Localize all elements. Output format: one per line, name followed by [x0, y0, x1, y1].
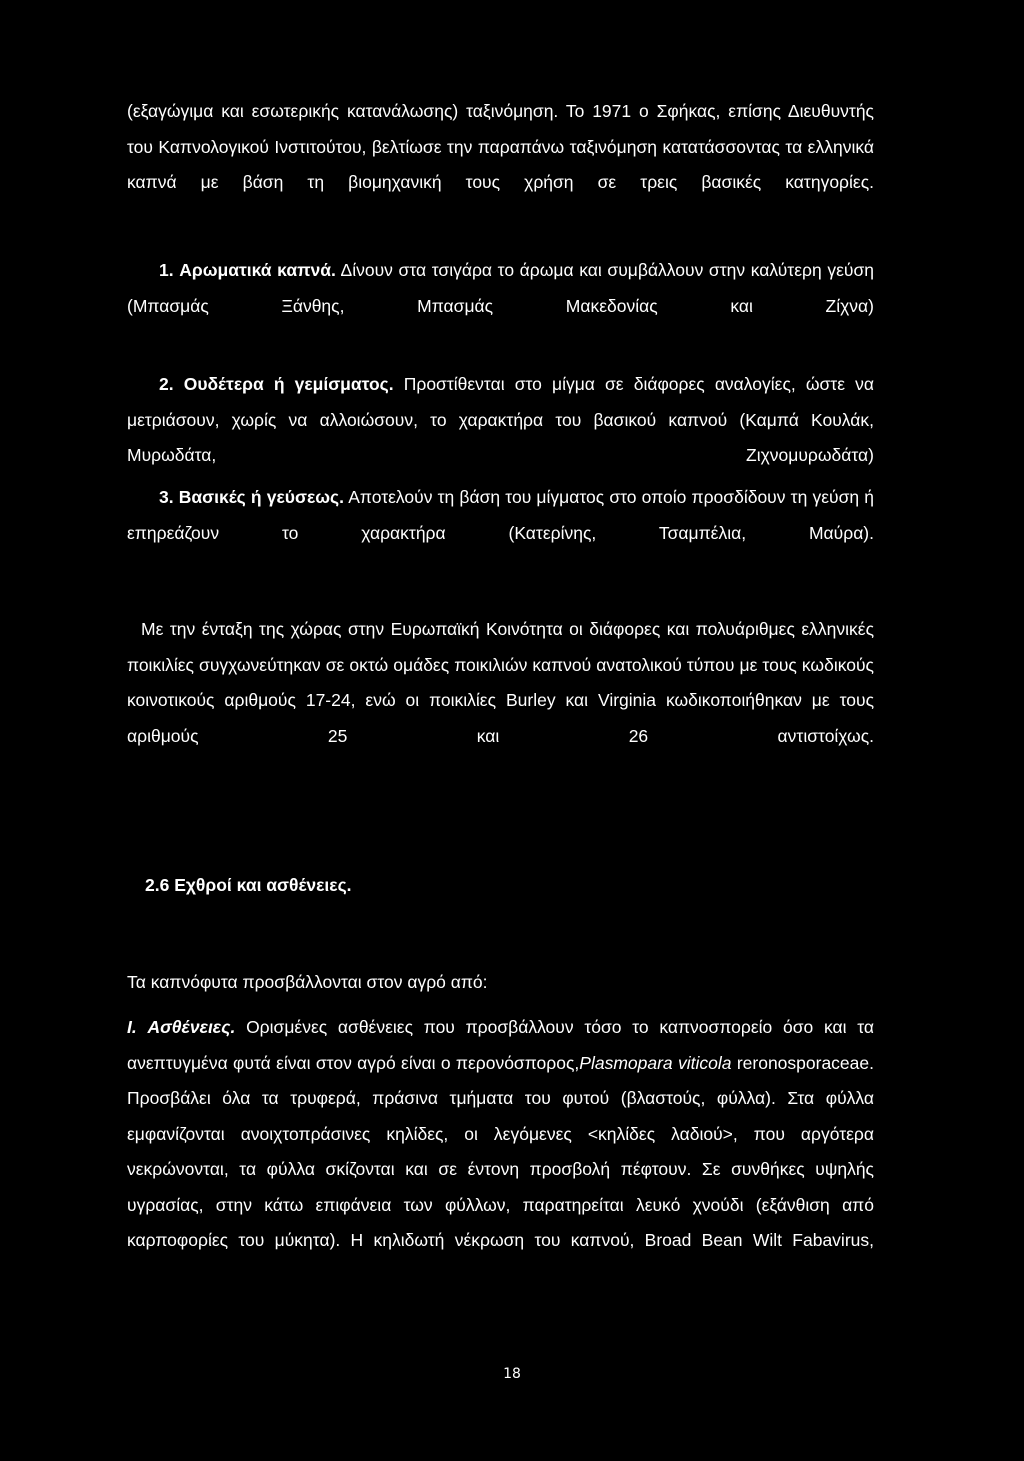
diseases-species: Plasmopara viticola — [579, 1052, 732, 1073]
list-item-1-number: 1. — [159, 260, 174, 280]
intro-paragraph: (εξαγώγιμα και εσωτερικής κατανάλωσης) ταξινόμηση. Το 1971 ο Σφήκας, επίσης Διευθυντής του Καπνολογικού Ινστιτούτου, βελτίωσε την παραπάνω ταξινόμηση κατατάσσοντας τα ελληνικά καπνά με βάση τη βιομηχανική τους χρήση σε τρεις βασικές κατηγορίες. — [127, 101, 874, 192]
list-item-1-text: Δίνουν στα τσιγάρα το άρωμα και συμβάλλουν στην καλύτερη γεύση (Μπασμάς Ξάνθης, Μπασμάς Μακεδονίας και Ζίχνα) — [127, 260, 874, 316]
list-item-2-body — [127, 367, 874, 474]
list-item-1-title: Αρωματικά καπνά. — [179, 260, 336, 280]
diseases-number: Ι. — [127, 1017, 137, 1037]
diseases-text-2: reronosporaceae. Προσβάλει όλα τα τρυφερά, πράσινα τμήματα του φυτού (βλαστούς, φύλλα). Στα φύλλα εμφανίζονται ανοιχτοπράσινες κηλίδες, οι λεγόμενες <κηλίδες λαδιού>, που αργότερα νεκρώνονται, τα φύλλα σκίζονται και σε έντονη προσβολή πέφτουν. Σε συνθήκες υψηλής υγρασίας, στην κάτω επιφάνεια των φύλλων, παρατηρείται λευκό χνούδι (εξάνθιση από καρποφορίες του μύκητα). Η κηλιδωτή νέκρωση του καπνού, Broad Bean Wilt Fabavirus, — [127, 1052, 874, 1250]
list-item-3-number: 3. — [159, 487, 174, 507]
list-item-2-number: 2. — [159, 374, 174, 394]
section-heading: 2.6 Εχθροί και ασθένειες. — [145, 875, 352, 895]
list-item-3 — [127, 480, 874, 551]
eu-paragraph: Με την ένταξη της χώρας στην Ευρωπαϊκή Κοινότητα οι διάφορες και πολυάριθμες ελληνικές ποικιλίες συγχωνεύτηκαν σε οκτώ ομάδες ποικιλιών καπνού ανατολικού τύπου με τους κωδικούς κοινοτικούς αριθμούς 17-24, ενώ οι ποικιλίες Burley και Virginia κωδικοποιήθηκαν με τους αριθμούς 25 και 26 αντιστοίχως. — [127, 619, 874, 746]
list-item-2 — [127, 367, 874, 474]
page-number: 18 — [503, 1366, 521, 1382]
list-item-1-body — [127, 253, 874, 324]
list-item-2-title: Ουδέτερα ή γεμίσματος. — [183, 374, 394, 394]
list-item-3-body — [127, 480, 874, 551]
list-item-3-title: Βασικές ή γεύσεως. — [178, 487, 345, 507]
section-intro: Τα καπνόφυτα προσβάλλονται στον αγρό από: — [127, 972, 488, 992]
list-item-3-text: Αποτελούν τη βάση του μίγματος στο οποίο προσδίδουν τη γεύση ή επηρεάζουν το χαρακτήρα (Κατερίνης, Τσαμπέλια, Μαύρα). — [127, 487, 875, 543]
diseases-paragraph — [127, 1010, 874, 1259]
diseases-title: Ασθένειες. — [147, 1017, 236, 1037]
list-item-1 — [127, 253, 874, 324]
list-item-2-text: Προστίθενται στο μίγμα σε διάφορες αναλογίες, ώστε να μετριάσουν, χωρίς να αλλοιώσουν, το χαρακτήρα του βασικού καπνού (Καμπά Κουλάκ, Μυρωδάτα, Ζιχνομυρωδάτα) — [127, 374, 874, 465]
diseases-text-1: Ορισμένες ασθένειες που προσβάλλουν τόσο το καπνοσπορείο όσο και τα ανεπτυγμένα φυτά είναι στον αγρό είναι ο περονόσπορος, — [127, 1017, 874, 1073]
